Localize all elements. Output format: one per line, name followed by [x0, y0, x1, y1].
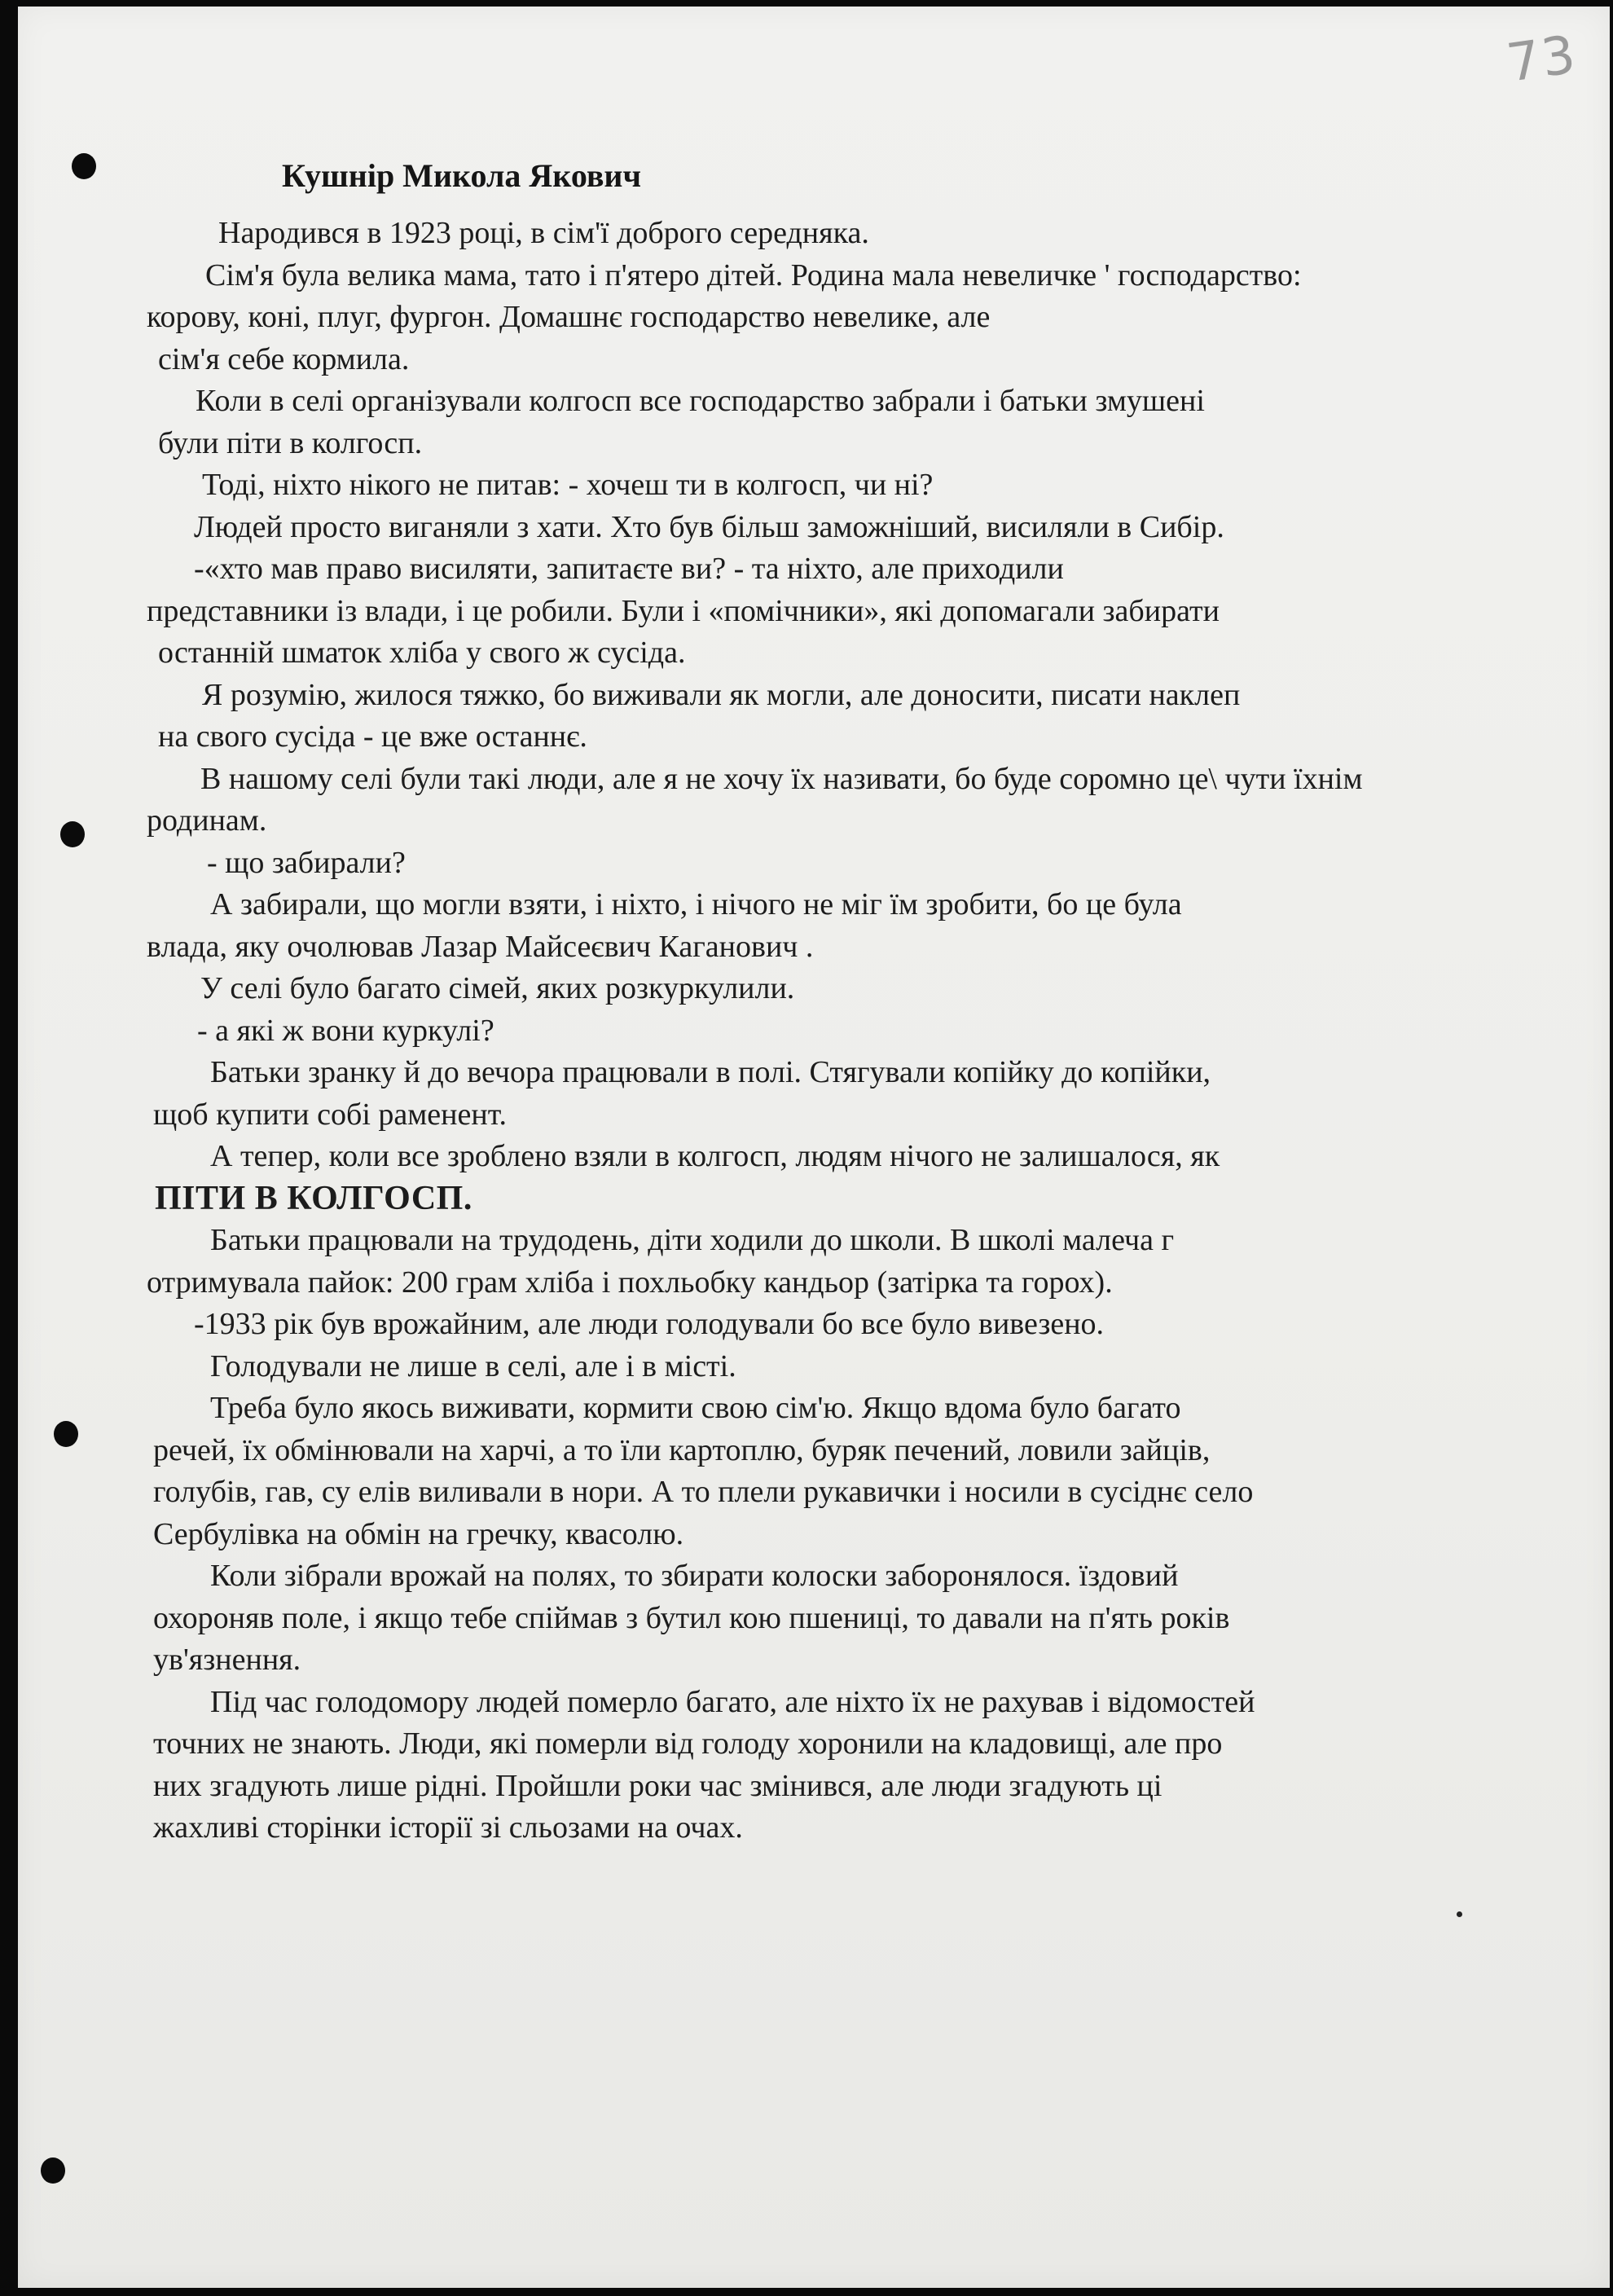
body-text-line: В нашому селі були такі люди, але я не хочу їх називати, бо буде соромно це\ чути їхнім — [200, 761, 1363, 796]
punch-hole-top — [72, 153, 96, 179]
body-heading-line: ПІТИ В КОЛГОСП. — [155, 1179, 472, 1217]
body-text-line: родинам. — [147, 803, 267, 838]
body-text-line: отримувала пайок: 200 грам хліба і похльобку кандьор (затірка та горох). — [147, 1265, 1113, 1300]
body-text-line: точних не знають. Люди, які померли від голоду хоронили на кладовищі, але про — [153, 1726, 1223, 1761]
body-text-line: на свого сусіда - це вже останнє. — [158, 719, 587, 754]
body-text-line: щоб купити собі раменент. — [153, 1097, 507, 1132]
body-text-line: А забирали, що могли взяти, і ніхто, і нічого не міг їм зробити, бо це була — [210, 887, 1182, 921]
body-text-line: Сербулівка на обмін на гречку, квасолю. — [153, 1516, 684, 1551]
body-text-line: влада, яку очолював Лазар Майсеєвич Каганович . — [147, 929, 814, 964]
body-text-line: Сім'я була велика мама, тато і п'ятеро дітей. Родина мала невеличке ' господарство: — [205, 257, 1302, 292]
body-text-line: ув'язнення. — [153, 1643, 301, 1677]
body-text-line: -«хто мав право висиляти, запитаєте ви? - та ніхто, але приходили — [194, 552, 1064, 586]
punch-hole-lower-middle — [54, 1421, 78, 1447]
body-text-line: Батьки зранку й до вечора працювали в полі. Стягували копійку до копійки, — [210, 1055, 1211, 1089]
body-text-line: сім'я себе кормила. — [158, 341, 410, 376]
body-text-line: -1933 рік був врожайним, але люди голодували бо все було вивезено. — [194, 1307, 1105, 1341]
punch-hole-upper-middle — [60, 821, 85, 847]
body-text-line: Я розумію, жилося тяжко, бо виживали як могли, але доносити, писати наклеп — [202, 677, 1241, 712]
body-text-line: Коли в селі організували колгосп все господарство забрали і батьки змушені — [196, 384, 1205, 418]
page-number: 73 — [1503, 24, 1581, 95]
body-text-line: були піти в колгосп. — [158, 425, 423, 460]
body-text-line: Людей просто виганяли з хати. Хто був більш заможніший, висиляли в Сибір. — [194, 509, 1224, 544]
document-page — [18, 7, 1610, 2288]
body-text-line: А тепер, коли все зроблено взяли в колгосп, людям нічого не залишалося, як — [210, 1139, 1220, 1173]
body-text-line: У селі було багато сімей, яких розкуркулили. — [200, 971, 795, 1005]
stray-mark — [1457, 1911, 1462, 1917]
body-text-line: них згадують лише рідні. Пройшли роки час змінився, але люди згадують ці — [153, 1768, 1163, 1803]
body-text-line: корову, коні, плуг, фургон. Домашнє господарство невелике, але — [147, 300, 991, 334]
punch-hole-bottom — [41, 2157, 65, 2184]
body-text-line: Тоді, ніхто нікого не питав: - хочеш ти в колгосп, чи ні? — [202, 468, 934, 502]
body-text-line: Голодували не лише в селі, але і в місті. — [210, 1348, 736, 1383]
body-text-line: Батьки працювали на трудодень, діти ходили до школи. В школі малеча г — [210, 1223, 1175, 1257]
body-text-line: голубів, гав, су елів виливали в нори. А то плели рукавички і носили в сусіднє село — [153, 1475, 1254, 1509]
body-text-line: - що забирали? — [207, 845, 406, 880]
body-text-line: останній шматок хліба у свого ж сусіда. — [158, 636, 686, 670]
body-text-line: Треба було якось виживати, кормити свою сім'ю. Якщо вдома було багато — [210, 1391, 1181, 1425]
body-text-line: Під час голодомору людей померло багато, але ніхто їх не рахував і відомостей — [210, 1684, 1255, 1719]
document-title: Кушнір Микола Якович — [282, 157, 642, 194]
body-text-line: - а які ж вони куркулі? — [197, 1013, 494, 1048]
body-text-line: Коли зібрали врожай на полях, то збирати колоски заборонялося. їздовий — [210, 1559, 1179, 1593]
body-text-line: жахливі сторінки історії зі сльозами на очах. — [153, 1810, 743, 1845]
body-text-line: речей, їх обмінювали на харчі, а то їли картоплю, буряк печений, ловили зайців, — [153, 1432, 1211, 1467]
body-text-line: Народився в 1923 році, в сім'ї доброго середняка. — [218, 216, 869, 250]
body-text-line: охороняв поле, і якщо тебе спіймав з бутил кою пшениці, то давали на п'ять років — [153, 1600, 1230, 1635]
document-body — [147, 213, 1580, 1850]
body-text-line: представники із влади, і це робили. Були і «помічники», які допомагали забирати — [147, 593, 1220, 628]
